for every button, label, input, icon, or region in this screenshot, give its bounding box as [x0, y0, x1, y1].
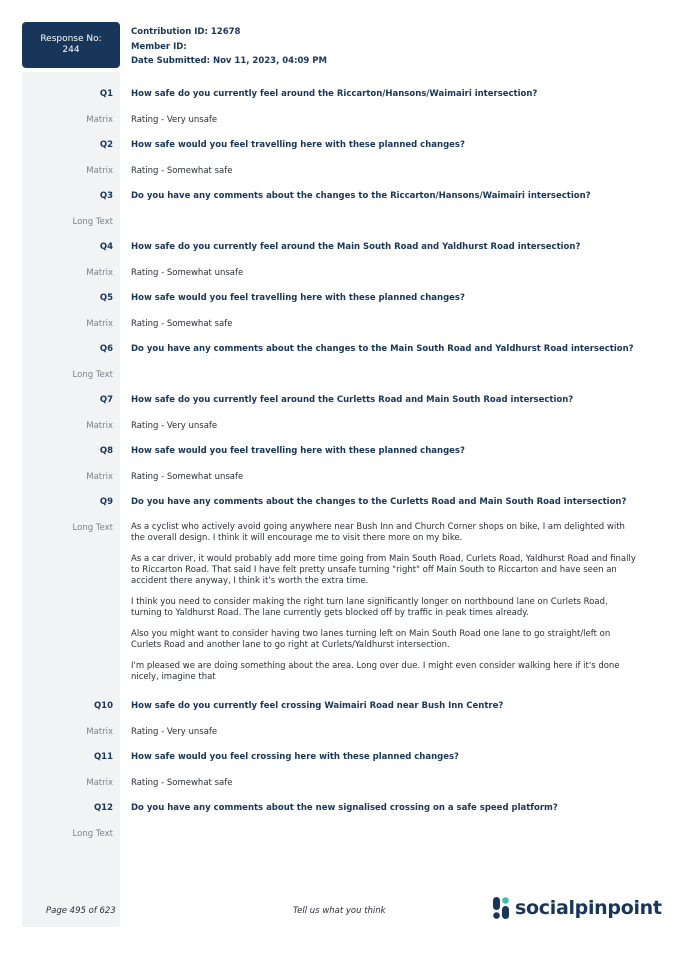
question-text: How safe do you currently feel around the Curletts Road and Main South Road intersection?	[131, 395, 574, 405]
question-type: Long Text	[72, 370, 113, 380]
question-row	[0, 798, 675, 823]
question-text: Do you have any comments about the new signalised crossing on a safe speed platform?	[131, 803, 558, 813]
question-text: Do you have any comments about the changes to the Riccarton/Hansons/Waimairi intersection?	[131, 191, 591, 201]
question-list	[0, 84, 675, 849]
submission-meta	[131, 25, 327, 69]
question-number: Q1	[99, 89, 113, 99]
question-number: Q12	[93, 803, 113, 813]
answer-row	[0, 211, 675, 237]
answer-row	[0, 415, 675, 441]
answer-row	[0, 772, 675, 798]
answer-text: Rating - Somewhat unsafe	[131, 268, 244, 278]
question-row	[0, 747, 675, 772]
question-type: Matrix	[86, 472, 113, 482]
answer-paragraph: Also you might want to consider having two lanes turning left on Main South Road one lane to go straight/left on Curlets Road and another lane to go right at Curlets/Yaldhurst intersection.	[131, 629, 611, 650]
question-type: Matrix	[86, 727, 113, 737]
question-number: Q6	[99, 344, 113, 354]
question-type: Matrix	[86, 319, 113, 329]
answer-text: Rating - Very unsafe	[131, 727, 218, 737]
answer-row	[0, 160, 675, 186]
page-footer	[0, 895, 675, 925]
question-number: Q9	[99, 497, 113, 507]
question-text: How safe would you feel travelling here with these planned changes?	[131, 140, 465, 150]
response-badge	[22, 22, 120, 68]
question-type: Matrix	[86, 778, 113, 788]
answer-text: Rating - Very unsafe	[131, 421, 218, 431]
date-submitted: Nov 11, 2023, 04:09 PM	[212, 56, 327, 66]
question-row	[0, 84, 675, 109]
question-number: Q10	[93, 701, 113, 711]
pinpoint-logo-icon	[492, 896, 510, 920]
question-row	[0, 288, 675, 313]
answer-paragraph: As a cyclist who actively avoid going anywhere near Bush Inn and Church Corner shops on bike, I am delighted with the overall design. I think it will encourage me to visit there more on my bike.	[131, 522, 625, 543]
answer-text: Rating - Somewhat safe	[131, 166, 233, 176]
question-text: How safe would you feel travelling here with these planned changes?	[131, 446, 465, 456]
question-type: Long Text	[72, 523, 113, 533]
question-row	[0, 441, 675, 466]
page-number: Page 495 of 623	[46, 906, 116, 916]
date-label: Date Submitted:	[131, 56, 210, 66]
answer-paragraph: I think you need to consider making the right turn lane significantly longer on northbound lane on Curlets Road, turning to Yaldhurst Road. The lane currently gets blocked off by traffic in peak times already.	[131, 597, 608, 618]
question-number: Q3	[99, 191, 113, 201]
question-number: Q2	[99, 140, 113, 150]
question-number: Q7	[99, 395, 113, 405]
answer-text: Rating - Very unsafe	[131, 115, 218, 125]
answer-row	[0, 313, 675, 339]
question-number: Q4	[99, 242, 113, 252]
question-text: How safe do you currently feel around the Riccarton/Hansons/Waimairi intersection?	[131, 89, 538, 99]
question-text: How safe do you currently feel around the Main South Road and Yaldhurst Road intersection?	[131, 242, 581, 252]
answer-row	[0, 364, 675, 390]
question-number: Q5	[99, 293, 113, 303]
question-row	[0, 135, 675, 160]
question-type: Matrix	[86, 421, 113, 431]
answer-row	[0, 517, 675, 696]
question-number: Q8	[99, 446, 113, 456]
question-row	[0, 390, 675, 415]
question-text: Do you have any comments about the changes to the Curletts Road and Main South Road intersection?	[131, 497, 627, 507]
contribution-id: 12678	[210, 27, 241, 37]
answer-paragraph: As a car driver, it would probably add more time going from Main South Road, Curlets Road, Yaldhurst Road and finally to Riccarton Road. That said I have felt pretty unsafe turning "right" off Main South to Riccarton and have seen an accident there anyway, I think it's worth the extra time.	[131, 554, 636, 586]
response-label: Response No:	[40, 34, 102, 44]
question-number: Q11	[93, 752, 113, 762]
question-text: How safe would you feel crossing here with these planned changes?	[131, 752, 459, 762]
tagline: Tell us what you think	[293, 906, 386, 916]
response-number: 244	[62, 45, 80, 55]
answer-row	[0, 109, 675, 135]
question-text: How safe would you feel travelling here with these planned changes?	[131, 293, 465, 303]
question-row	[0, 696, 675, 721]
question-type: Long Text	[72, 829, 113, 839]
socialpinpoint-logo	[492, 896, 662, 920]
question-type: Matrix	[86, 166, 113, 176]
question-type: Matrix	[86, 268, 113, 278]
question-row	[0, 237, 675, 262]
question-text: How safe do you currently feel crossing Waimairi Road near Bush Inn Centre?	[131, 701, 504, 711]
answer-paragraph: I'm pleased we are doing something about the area. Long over due. I might even consider walking here if it's done nicely, imagine that	[131, 661, 620, 682]
question-row	[0, 339, 675, 364]
answer-row	[0, 721, 675, 747]
question-row	[0, 186, 675, 211]
contribution-label: Contribution ID:	[131, 27, 208, 37]
question-type: Matrix	[86, 115, 113, 125]
member-label: Member ID:	[131, 41, 187, 52]
answer-text: Rating - Somewhat safe	[131, 319, 233, 329]
question-text: Do you have any comments about the changes to the Main South Road and Yaldhurst Road intersection?	[131, 344, 634, 354]
question-row	[0, 492, 675, 517]
answer-text: Rating - Somewhat safe	[131, 778, 233, 788]
logo-text: socialpinpoint	[515, 897, 662, 919]
long-text-answer	[131, 522, 636, 693]
answer-row	[0, 823, 675, 849]
answer-text: Rating - Somewhat unsafe	[131, 472, 244, 482]
answer-row	[0, 466, 675, 492]
question-type: Long Text	[72, 217, 113, 227]
answer-row	[0, 262, 675, 288]
